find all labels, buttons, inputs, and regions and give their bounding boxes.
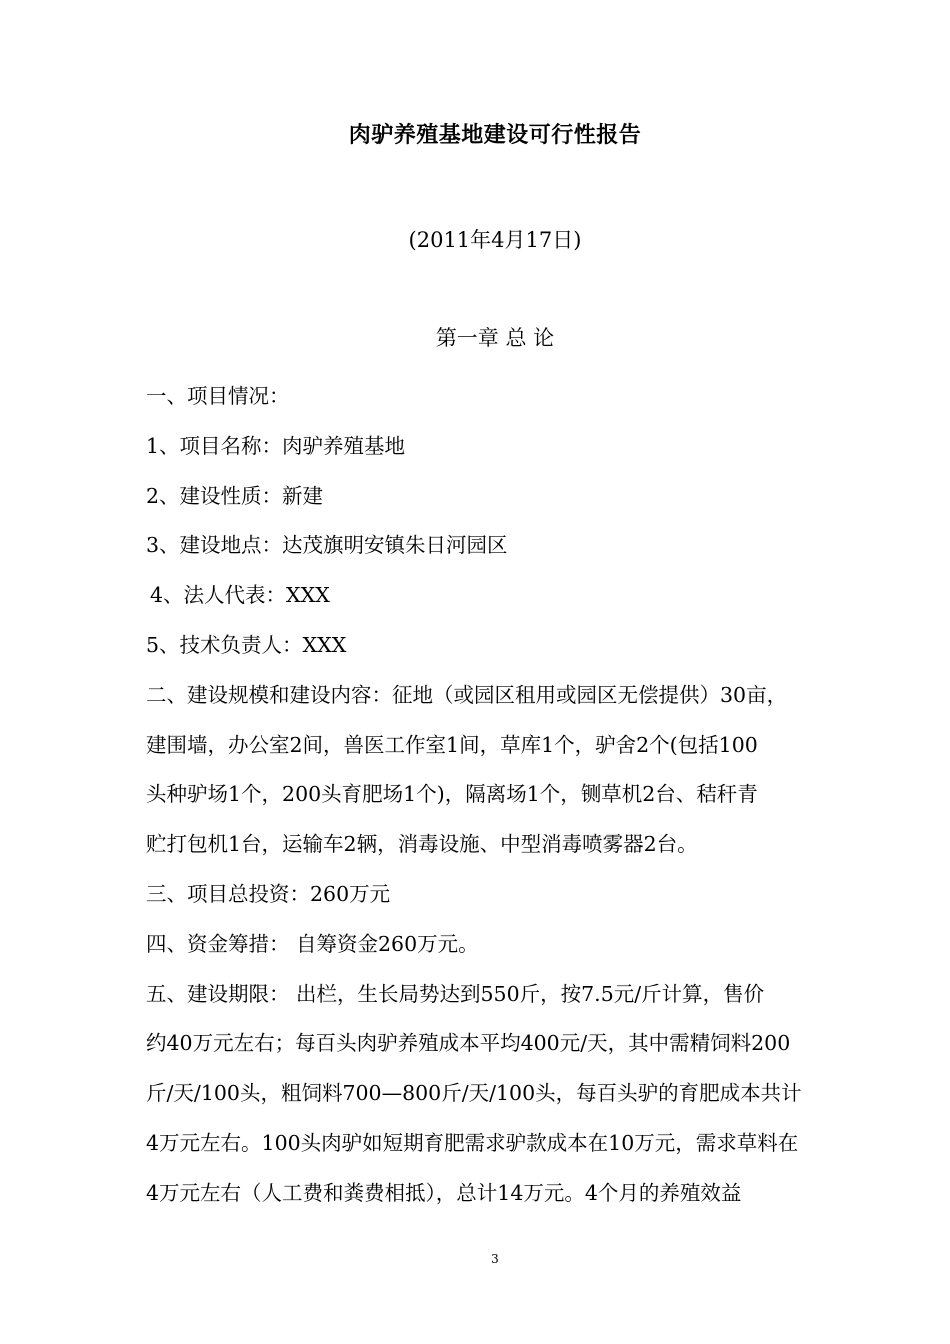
paragraph-line: 约40万元左右；每百头肉驴养殖成本平均400元/天，其中需精饲料200	[146, 1031, 791, 1056]
page-number: 3	[491, 1252, 499, 1266]
scale-content-line: 建围墙，办公室2间，兽医工作室1间，草库1个，驴舍2个(包括100	[146, 732, 758, 757]
body-text	[146, 372, 852, 1219]
project-name-line: 1、项目名称：肉驴养殖基地	[146, 433, 406, 458]
paragraph-line: 4万元左右。100头肉驴如短期育肥需求驴款成本在10万元，需求草料在	[146, 1130, 799, 1155]
scale-content-line: 头种驴场1个，200头育肥场1个)，隔离场1个，铡草机2台、秸秆青	[146, 782, 758, 807]
total-investment-line: 三、项目总投资：260万元	[146, 881, 391, 906]
paragraph-line: 4万元左右（人工费和粪费相抵），总计14万元。4个月的养殖效益	[146, 1180, 742, 1205]
chapter-heading: 第一章 总 论	[435, 326, 555, 350]
construction-nature-line: 2、建设性质：新建	[146, 483, 324, 508]
document-title: 肉驴养殖基地建设可行性报告	[348, 123, 642, 148]
legal-representative-line: 4、法人代表：XXX	[150, 583, 330, 608]
funding-line: 四、资金筹措： 自筹资金260万元。	[146, 931, 479, 956]
scale-content-line: 二、建设规模和建设内容：征地（或园区租用或园区无偿提供）30亩，	[146, 682, 788, 707]
paragraph-line: 斤/天/100头，粗饲料700—800斤/天/100头，每百头驴的育肥成本共计	[146, 1081, 802, 1106]
section-heading-project-info: 一、项目情况：	[146, 384, 290, 408]
report-date: (2011年4月17日)	[408, 228, 582, 252]
construction-location-line: 3、建设地点：达茂旗明安镇朱日河园区	[146, 533, 508, 558]
technical-lead-line: 5、技术负责人：XXX	[146, 632, 347, 657]
scale-content-line: 贮打包机1台，运输车2辆，消毒设施、中型消毒喷雾器2台。	[146, 832, 698, 857]
construction-period-line: 五、建设期限： 出栏，生长局势达到550斤，按7.5元/斤计算，售价	[146, 981, 765, 1006]
